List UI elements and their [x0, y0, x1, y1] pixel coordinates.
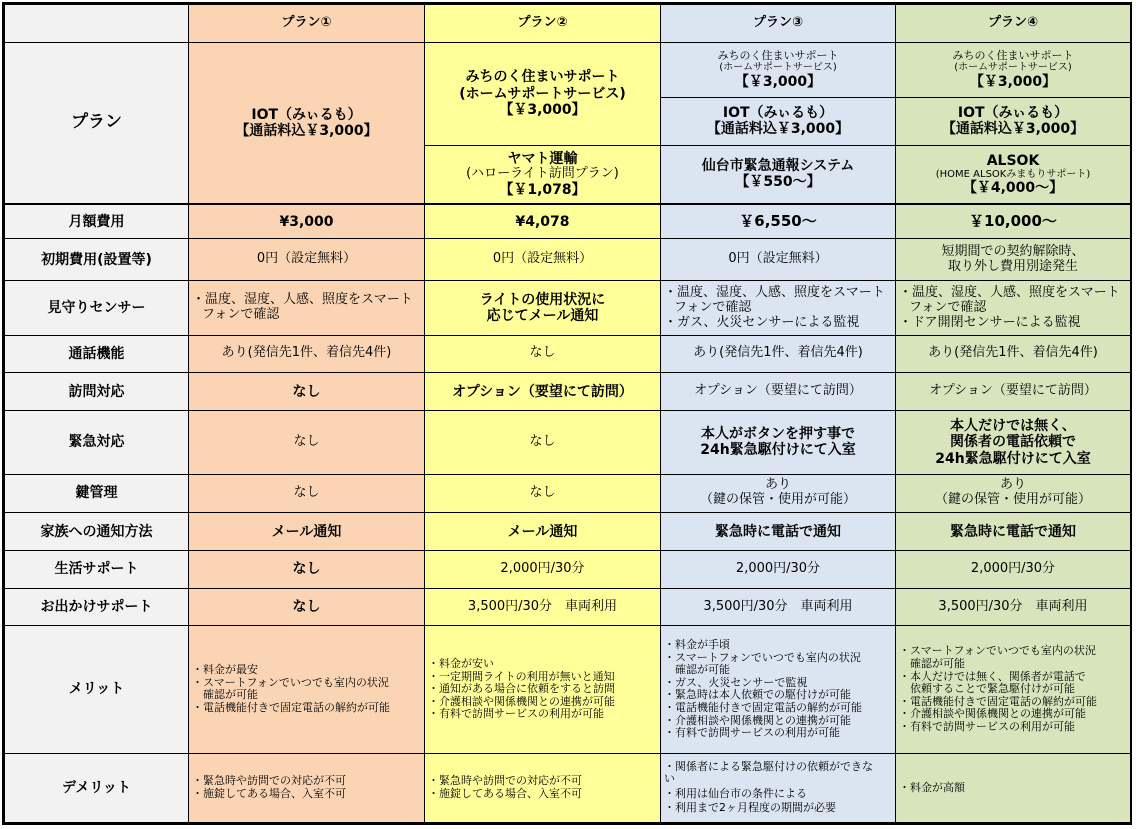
plan4-initial-fee-line2: 取り外し費用別途発生 — [947, 258, 1078, 274]
plan2-sensor-line2: 応じてメール通知 — [486, 308, 599, 325]
key-row — [5, 474, 1131, 513]
plan3-demerit-line: い — [664, 772, 675, 786]
plan2-sensor — [425, 281, 661, 336]
plan-row — [5, 42, 1131, 97]
outing-support-row — [5, 588, 1131, 626]
plan2-bottom-name: ヤマト運輸 — [507, 150, 578, 167]
visit-label: 訪問対応 — [5, 372, 189, 411]
plan4-merit — [896, 626, 1131, 753]
plan3-outing-support: 3,500円/30分 車両利用 — [661, 588, 896, 626]
plan4-emergency-line2: 関係者の電話依頼で — [950, 434, 1076, 451]
header-row — [5, 5, 1131, 43]
plan1-merit — [189, 626, 425, 753]
plan2-sensor-line1: ライトの使用状況に — [479, 291, 606, 308]
plan2-notify: メール通知 — [425, 513, 661, 551]
plan3-b-price: 【通話料込￥3,000】 — [706, 121, 850, 138]
plan3-merit-line: ・料金が手頃 — [664, 637, 730, 651]
plan1-key: なし — [189, 474, 425, 513]
plan1-life-support: なし — [189, 550, 425, 588]
plan2-merit-line: ・介護相談や関係機関との連携が可能 — [428, 694, 615, 708]
plan3-sensor-line3: ・ガス、火災センサーによる監視 — [664, 314, 860, 330]
plan1-demerit-line: ・施錠してある場合、入室不可 — [192, 786, 346, 800]
plan3-c-name: 仙台市緊急通報システム — [701, 158, 855, 175]
plan1-monthly-fee: ¥3,000 — [189, 204, 425, 239]
plan4-key-line2: （鍵の保管・使用が可能） — [934, 492, 1091, 508]
notify-row — [5, 513, 1131, 551]
call-label: 通話機能 — [5, 336, 189, 373]
plan1-visit: なし — [189, 372, 425, 411]
notify-label: 家族への通知方法 — [5, 513, 189, 551]
plan4-a-sub: (ホームサポートサービス) — [954, 62, 1072, 74]
plan3-a-price: 【￥3,000】 — [734, 73, 822, 90]
plan3-key-line2: （鍵の保管・使用が可能） — [699, 492, 856, 508]
plan4-emergency-line3: 24h緊急駆付けにて入室 — [935, 450, 1091, 467]
plan4-c-sub: (HOME ALSOKみまもりサポート) — [935, 168, 1091, 180]
plan3-key — [661, 474, 896, 513]
initial-fee-label: 初期費用(設置等) — [5, 239, 189, 281]
plan3-merit-line: ・有料で訪問サービスの利用が可能 — [664, 726, 840, 740]
plan2-call: なし — [425, 336, 661, 373]
plan3-notify: 緊急時に電話で通知 — [661, 513, 896, 551]
visit-row — [5, 372, 1131, 411]
plan2-service-bottom — [425, 145, 661, 204]
header-plan4: プラン④ — [896, 5, 1131, 43]
plan2-merit — [425, 626, 661, 753]
plan2-monthly-fee: ¥4,078 — [425, 204, 661, 239]
plan1-sensor-line1: ・温度、湿度、人感、照度をスマート — [192, 292, 413, 308]
plan3-emergency-line2: 24h緊急駆付けにて入室 — [700, 442, 856, 459]
plan2-initial-fee: 0円（設定無料） — [425, 239, 661, 281]
plan4-sensor-line3: ・ドア開閉センサーによる監視 — [899, 314, 1081, 330]
emergency-label: 緊急対応 — [5, 411, 189, 474]
plan4-b-price: 【通話料込￥3,000】 — [941, 121, 1085, 138]
plan4-sensor — [896, 281, 1131, 336]
plan3-key-line1: あり — [764, 477, 791, 493]
plan4-merit-line: 依頼することで緊急駆付けが可能 — [899, 682, 1075, 696]
plan4-key-line1: あり — [999, 477, 1026, 493]
plan1-merit-line: ・電話機能付きで固定電話の解約が可能 — [192, 701, 390, 715]
plan-comparison-table — [4, 4, 1131, 823]
plan3-a-name: みちのく住まいサポート — [717, 48, 839, 62]
plan1-demerit-line: ・緊急時や訪問での対応が不可 — [192, 774, 346, 788]
sensor-row — [5, 281, 1131, 336]
plan4-service-b — [896, 97, 1131, 145]
plan3-demerit-line: ・利用まで2ヶ月程度の期間が必要 — [664, 801, 836, 815]
plan2-bottom-price: 【￥1,078】 — [499, 181, 586, 198]
plan4-merit-line: ・本人だけでは無く、関係者が電話で — [899, 669, 1086, 683]
plan4-b-name: IOT（みぃるも） — [957, 105, 1069, 122]
plan4-outing-support: 3,500円/30分 車両利用 — [896, 588, 1131, 626]
plan2-merit-line: ・有料で訪問サービスの利用が可能 — [428, 707, 604, 721]
header-blank — [5, 5, 189, 43]
plan3-merit-line: ・介護相談や関係機関との連携が可能 — [664, 713, 851, 727]
header-plan2: プラン② — [425, 5, 661, 43]
emergency-row — [5, 411, 1131, 474]
plan3-service-b — [661, 97, 896, 145]
plan3-call: あり(発信先1件、着信先4件) — [661, 336, 896, 373]
plan4-initial-fee — [896, 239, 1131, 281]
plan1-demerit — [189, 753, 425, 822]
plan4-merit-line: ・介護相談や関係機関との連携が可能 — [899, 707, 1086, 721]
merit-row — [5, 626, 1131, 753]
plan1-service-name: IOT（みぃるも） — [251, 106, 362, 123]
plan3-c-price: 【￥550～】 — [735, 174, 821, 191]
plan4-service-c — [896, 145, 1131, 204]
plan3-merit-line: ・電話機能付きで固定電話の解約が可能 — [664, 701, 862, 715]
plan3-sensor — [661, 281, 896, 336]
plan3-initial-fee: 0円（設定無料） — [661, 239, 896, 281]
plan4-demerit — [896, 753, 1131, 822]
plan4-merit-line: ・スマートフォンでいつでも室内の状況 — [899, 644, 1096, 658]
plan4-demerit-line: ・料金が高額 — [899, 780, 965, 794]
plan3-merit-line: ・緊急時は本人依頼での駆付けが可能 — [664, 688, 851, 702]
plan3-sensor-line1: ・温度、湿度、人感、照度をスマート — [664, 284, 885, 300]
plan4-service-a — [896, 42, 1131, 97]
plan1-call: あり(発信先1件、着信先4件) — [189, 336, 425, 373]
plan3-merit-line: ・ガス、火災センサーで監視 — [664, 675, 808, 689]
plan3-demerit-line: ・関係者による緊急駆付けの依頼ができな — [664, 759, 873, 773]
plan1-merit-line: ・スマートフォンでいつでも室内の状況 — [192, 675, 389, 689]
plan3-sensor-line2: フォンで確認 — [674, 299, 752, 315]
sensor-label: 見守りセンサー — [5, 281, 189, 336]
plan4-c-price: 【￥4,000～】 — [962, 180, 1064, 197]
plan4-notify: 緊急時に電話で通知 — [896, 513, 1131, 551]
plan1-notify: メール通知 — [189, 513, 425, 551]
header-plan1: プラン① — [189, 5, 425, 43]
plan4-sensor-line1: ・温度、湿度、人感、照度をスマート — [899, 284, 1120, 300]
plan4-a-name: みちのく住まいサポート — [952, 48, 1074, 62]
plan3-life-support: 2,000円/30分 — [661, 550, 896, 588]
plan4-monthly-fee: ￥10,000～ — [896, 204, 1131, 239]
plan1-services — [189, 42, 425, 204]
plan4-a-price: 【￥3,000】 — [969, 73, 1057, 90]
plan3-service-a — [661, 42, 896, 97]
plan4-initial-fee-line1: 短期間での契約解除時、 — [941, 243, 1085, 259]
plan1-service-price: 【通話料込￥3,000】 — [235, 122, 378, 139]
plan3-emergency-line1: 本人がボタンを押す事で — [701, 426, 855, 443]
plan3-merit — [661, 626, 896, 753]
plan2-bottom-sub: (ハローライト訪問プラン) — [466, 165, 619, 181]
plan4-visit: オプション（要望にて訪問） — [896, 372, 1131, 411]
plan4-sensor-line2: フォンで確認 — [909, 299, 987, 315]
plan3-merit-line: 確認が可能 — [664, 663, 730, 677]
plan1-merit-line: 確認が可能 — [192, 688, 258, 702]
plan3-demerit-line: ・利用は仙台市の条件による — [664, 786, 807, 800]
plan2-service-top — [425, 42, 661, 145]
plan4-life-support: 2,000円/30分 — [896, 550, 1131, 588]
monthly-fee-row — [5, 204, 1131, 239]
plan2-top-price: 【￥3,000】 — [499, 101, 586, 118]
plan4-merit-line: 確認が可能 — [899, 656, 965, 670]
call-row — [5, 336, 1131, 373]
plan4-merit-line: ・電話機能付きで固定電話の解約が可能 — [899, 694, 1097, 708]
plan4-merit-line: ・有料で訪問サービスの利用が可能 — [899, 720, 1075, 734]
plan4-emergency-line1: 本人だけでは無く、 — [950, 418, 1076, 435]
plan2-key: なし — [425, 474, 661, 513]
key-label: 鍵管理 — [5, 474, 189, 513]
plan4-emergency — [896, 411, 1131, 474]
plan2-demerit — [425, 753, 661, 822]
plan2-top-name: みちのく住まいサポート — [465, 69, 620, 86]
plan-comparison-table-frame — [2, 2, 1132, 825]
plan1-initial-fee: 0円（設定無料） — [189, 239, 425, 281]
plan-row-label: プラン — [5, 42, 189, 204]
plan3-a-sub: (ホームサポートサービス) — [719, 62, 837, 74]
demerit-label: デメリット — [5, 753, 189, 822]
plan4-call: あり(発信先1件、着信先4件) — [896, 336, 1131, 373]
plan2-top-sub: (ホームサポートサービス) — [459, 85, 626, 102]
plan1-merit-line: ・料金が最安 — [192, 663, 258, 677]
plan1-sensor — [189, 281, 425, 336]
plan4-key — [896, 474, 1131, 513]
life-support-label: 生活サポート — [5, 550, 189, 588]
plan1-outing-support: なし — [189, 588, 425, 626]
plan1-sensor-line2: フォンで確認 — [202, 307, 280, 323]
header-plan3: プラン③ — [661, 5, 896, 43]
plan2-visit: オプション（要望にて訪問） — [425, 372, 661, 411]
plan2-life-support: 2,000円/30分 — [425, 550, 661, 588]
plan2-outing-support: 3,500円/30分 車両利用 — [425, 588, 661, 626]
plan1-emergency: なし — [189, 411, 425, 474]
plan2-emergency: なし — [425, 411, 661, 474]
plan3-service-c — [661, 145, 896, 204]
outing-support-label: お出かけサポート — [5, 588, 189, 626]
plan3-merit-line: ・スマートフォンでいつでも室内の状況 — [664, 650, 861, 664]
plan2-demerit-line: ・施錠してある場合、入室不可 — [428, 786, 582, 800]
plan3-demerit — [661, 753, 896, 822]
life-support-row — [5, 550, 1131, 588]
plan3-emergency — [661, 411, 896, 474]
monthly-fee-label: 月額費用 — [5, 204, 189, 239]
plan3-visit: オプション（要望にて訪問） — [661, 372, 896, 411]
plan4-c-name: ALSOK — [986, 152, 1040, 169]
plan3-monthly-fee: ￥6,550～ — [661, 204, 896, 239]
plan3-b-name: IOT（みぃるも） — [722, 105, 834, 122]
plan2-demerit-line: ・緊急時や訪問での対応が不可 — [428, 774, 582, 788]
plan2-merit-line: ・一定期間ライトの利用が無いと通知 — [428, 669, 615, 683]
initial-fee-row — [5, 239, 1131, 281]
plan2-merit-line: ・料金が安い — [428, 656, 494, 670]
plan2-merit-line: ・通知がある場合に依頼をすると訪問 — [428, 682, 615, 696]
merit-label: メリット — [5, 626, 189, 753]
demerit-row — [5, 753, 1131, 822]
